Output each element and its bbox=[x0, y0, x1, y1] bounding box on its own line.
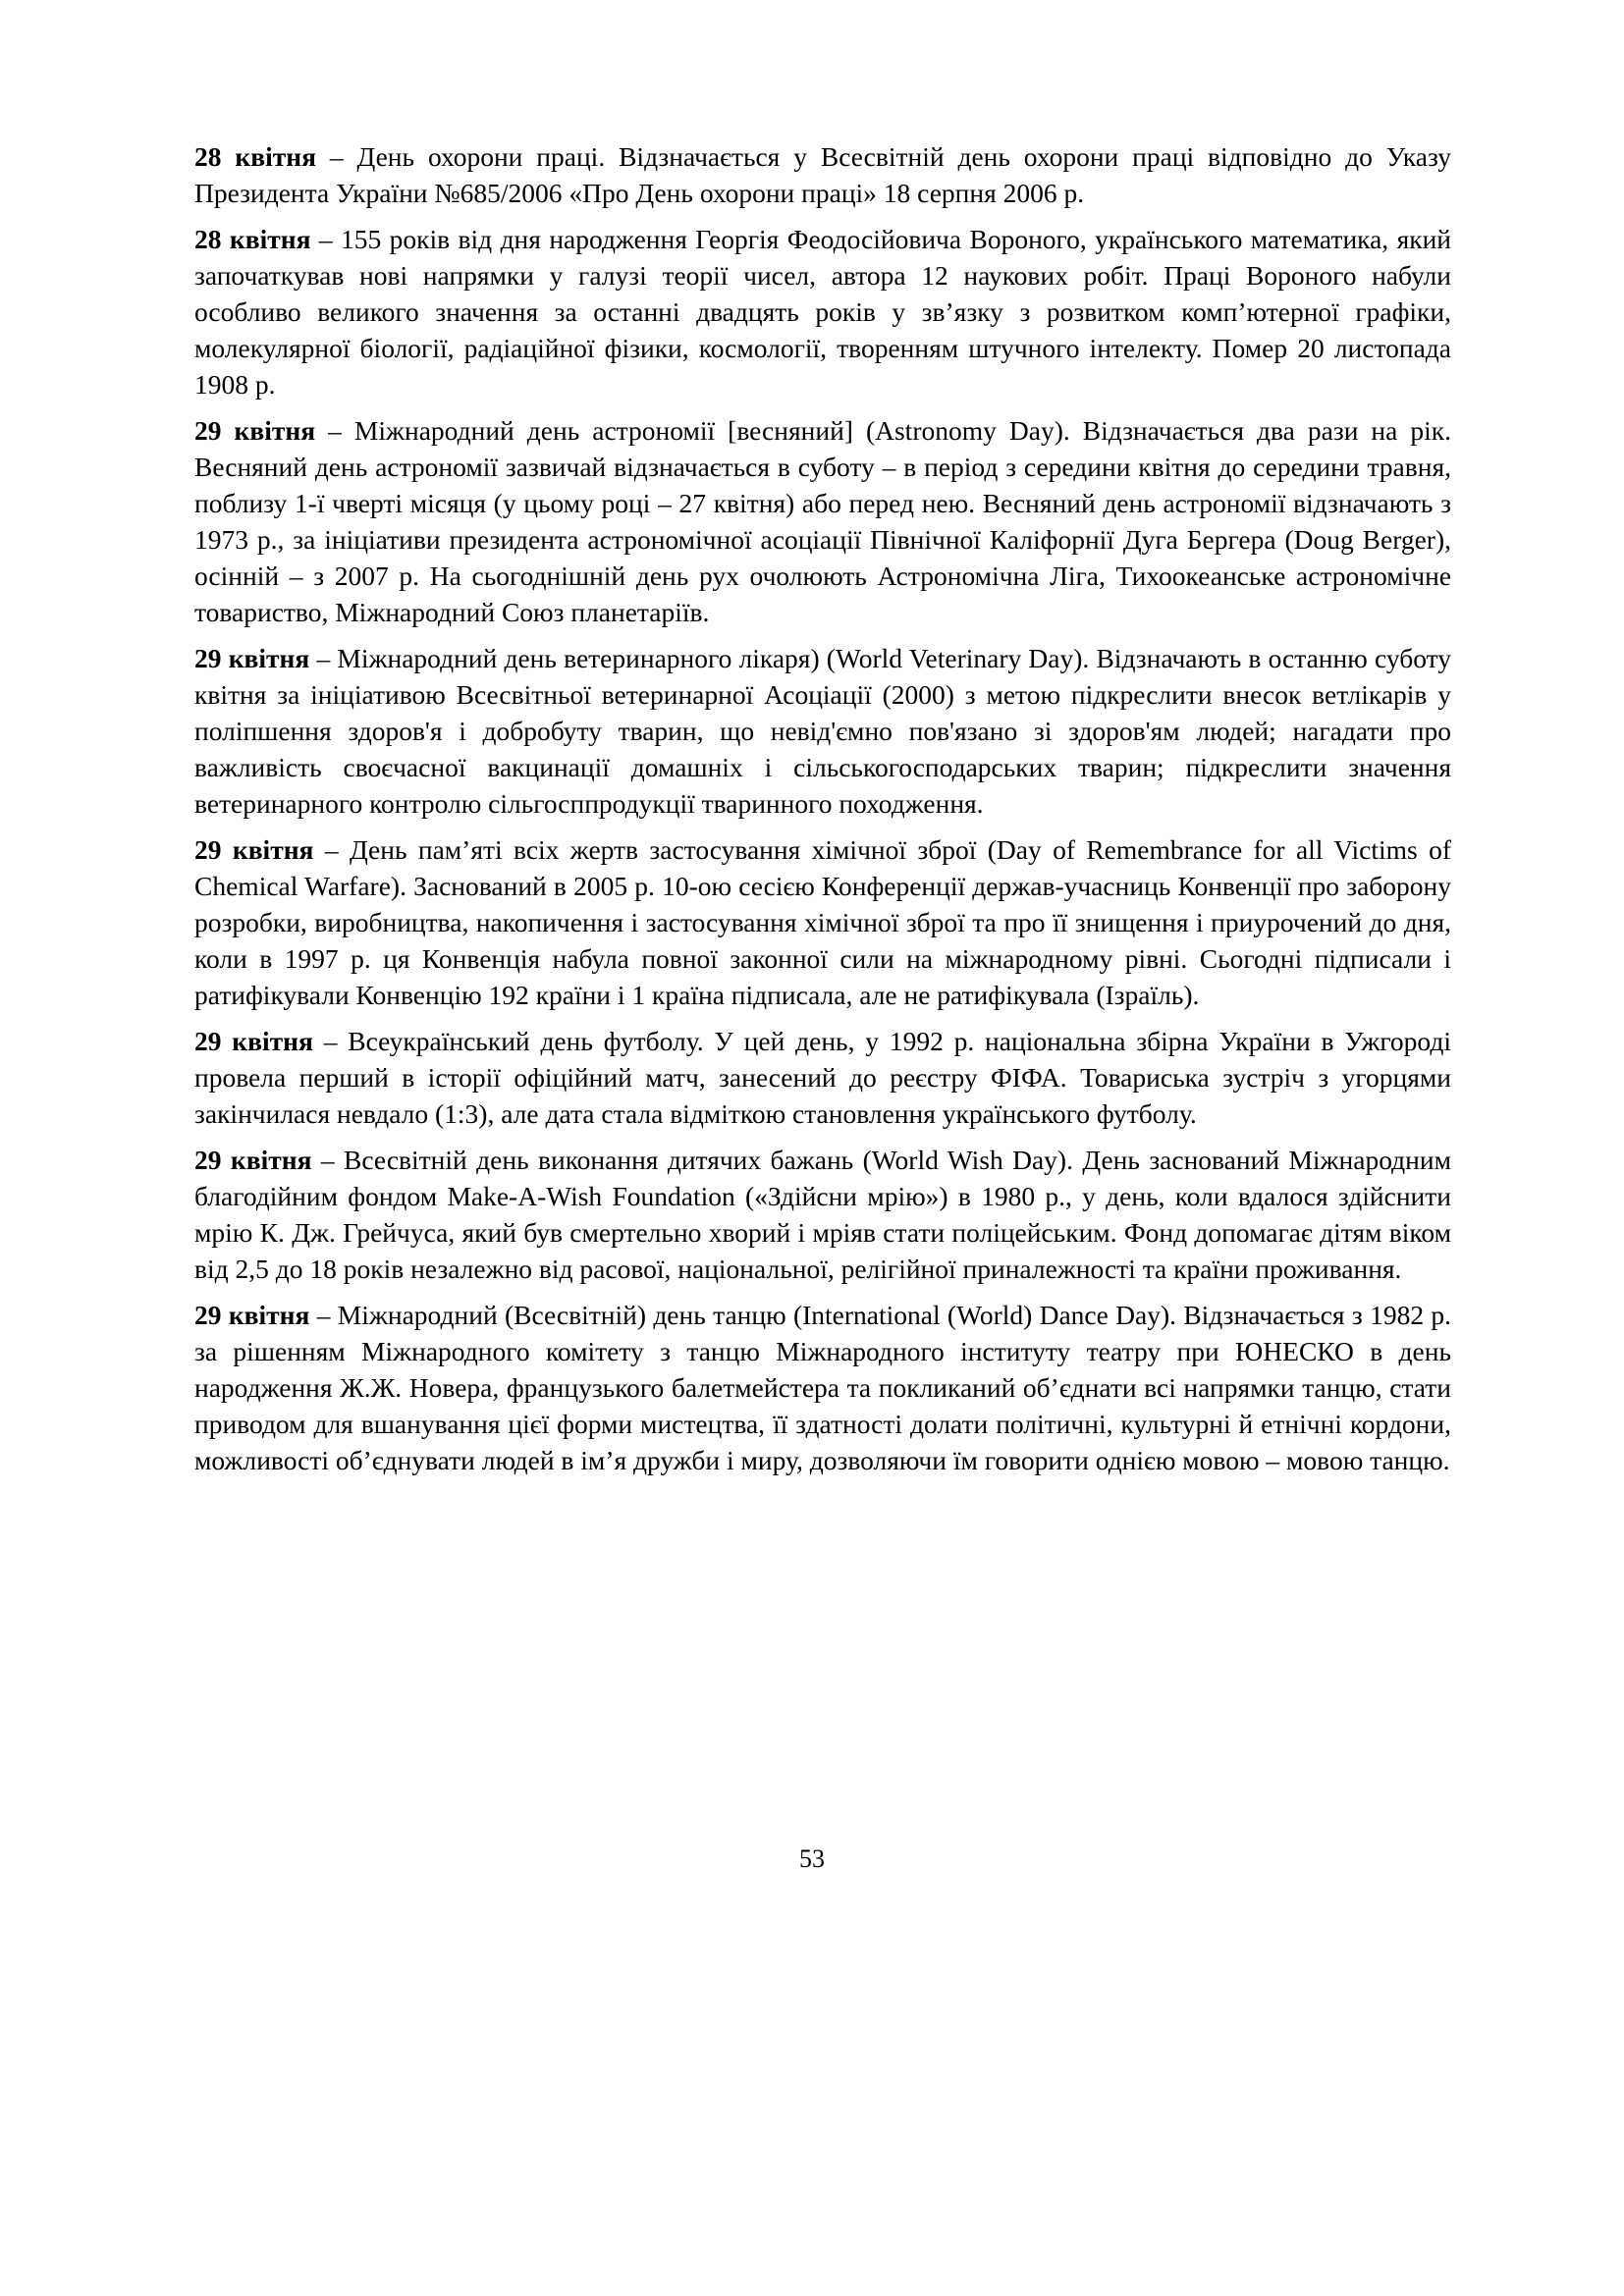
entry-date: 29 квітня bbox=[194, 1145, 312, 1175]
entry-text: День пам’яті всіх жертв застосування хімічної зброї (Day of Remembrance for all Victims of Chemical Warfare). Заснований в 2005 р. 10-ою сесією Конференції держав-учасниць Конвенції про заборону розробки, виробництва, накопичення і застосування хімічної зброї та про її знищення і приурочений до дня, коли в 1997 р. ця Конвенція набула повної законної сили на міжнародному рівні. Сьогодні підписали і ратифікували Конвенцію 192 країни і 1 країна підписала, але не ратифікувала (Ізраїль). bbox=[194, 834, 1452, 1010]
entries-list bbox=[194, 138, 1451, 1488]
entry-dash: – bbox=[316, 643, 331, 673]
entry-date: 29 квітня bbox=[194, 1026, 313, 1056]
entry bbox=[194, 1297, 1451, 1478]
entry-date: 29 квітня bbox=[194, 643, 310, 673]
entry-date: 29 квітня bbox=[194, 415, 316, 446]
page-number: 53 bbox=[799, 1844, 825, 1873]
entry-text: Всесвітній день виконання дитячих бажань (World Wish Day). День заснований Міжнародним благодійним фондом Make-A-Wish Foundation («Здійсни мрію») в 1980 р., у день, коли вдалося здійснити мрію К. Дж. Грейчуса, який був смертельно хворий і мріяв стати поліцейським. Фонд допомагає дітям віком від 2,5 до 18 років незалежно від расової, національної, релігійної приналежності та країни проживання. bbox=[194, 1145, 1451, 1284]
entry-text: Міжнародний (Всесвітній) день танцю (International (World) Dance Day). Відзначається з 1982 р. за рішенням Міжнародного комітету з танцю Міжнародного інституту театру при ЮНЕСКО в день народження Ж.Ж. Новера, французького балетмейстера та покликаний об’єднати всі напрямки танцю, стати приводом для вшанування цієї форми мистецтва, її здатності долати політичні, культурні й етнічні кордони, можливості об’єднувати людей в ім’я дружби і миру, дозволяючи їм говорити однією мовою – мовою танцю. bbox=[194, 1300, 1452, 1475]
entry-dash: – bbox=[318, 224, 333, 254]
entry-date: 28 квітня bbox=[194, 224, 311, 254]
entry-date: 28 квітня bbox=[194, 141, 316, 172]
entry bbox=[194, 138, 1451, 211]
entry bbox=[194, 1142, 1451, 1287]
entry-date: 29 квітня bbox=[194, 834, 314, 865]
entry bbox=[194, 640, 1451, 822]
entry-text: Міжнародний день ветеринарного лікаря) (World Veterinary Day). Відзначають в останню суботу квітня за ініціативою Всесвітньої ветеринарної Асоціації (2000) з метою підкреслити внесок ветлікарів у поліпшення здоров'я і добробуту тварин, що невід'ємно пов'язано зі здоров'ям людей; нагадати про важливість своєчасної вакцинації домашніх і сільськогосподарських тварин; підкреслити значення ветеринарного контролю сільгосппродукції тваринного походження. bbox=[194, 643, 1451, 819]
entry-text: День охорони праці. Відзначається у Всесвітній день охорони праці відповідно до Указу Президента України №685/2006 «Про День охорони праці» 18 серпня 2006 р. bbox=[194, 141, 1451, 208]
entry-dash: – bbox=[328, 415, 342, 446]
entry-text: Міжнародний день астрономії [весняний] (Astronomy Day). Відзначається два рази на рік. Весняний день астрономії зазвичай відзначається в суботу – в період з середини квітня до середини травня, поблизу 1-ї чверті місяця (у цьому році – 27 квітня) або перед нею. Весняний день астрономії відзначають з 1973 р., за ініціативи президента астрономічної асоціації Північної Каліфорнії Дуга Бергера (Doug Berger), осінній – з 2007 р. На сьогоднішній день рух очолюють Астрономічна Ліга, Тихоокеанське астрономічне товариство, Міжнародний Союз планетаріїв. bbox=[194, 415, 1452, 627]
entry-text: 155 років від дня народження Георгія Феодосійовича Вороного, українського математика, який започаткував нові напрямки у галузі теорії чисел, автора 12 наукових робіт. Праці Вороного набули особливо великого значення за останні двадцять років у зв’язку з розвитком комп’ютерної графіки, молекулярної біології, радіаційної фізики, космології, творенням штучного інтелекту. Помер 20 листопада 1908 р. bbox=[194, 224, 1452, 400]
entry bbox=[194, 412, 1451, 630]
entry bbox=[194, 831, 1451, 1013]
entry-dash: – bbox=[323, 1026, 338, 1056]
entry-dash: – bbox=[320, 1145, 335, 1175]
entry-date: 29 квітня bbox=[194, 1300, 310, 1330]
entry-text: Всеукраїнський день футболу. У цей день, у 1992 р. національна збірна України в Ужгороді провела перший в історії офіційний матч, занесений до реєстру ФІФА. Товариська зустріч з угорцями закінчилася невдало (1:3), але дата стала відміткою становлення українського футболу. bbox=[194, 1026, 1452, 1129]
entry-dash: – bbox=[316, 1300, 331, 1330]
entry bbox=[194, 1023, 1451, 1132]
entry-dash: – bbox=[324, 834, 339, 865]
entry-dash: – bbox=[329, 141, 344, 172]
entry bbox=[194, 221, 1451, 402]
